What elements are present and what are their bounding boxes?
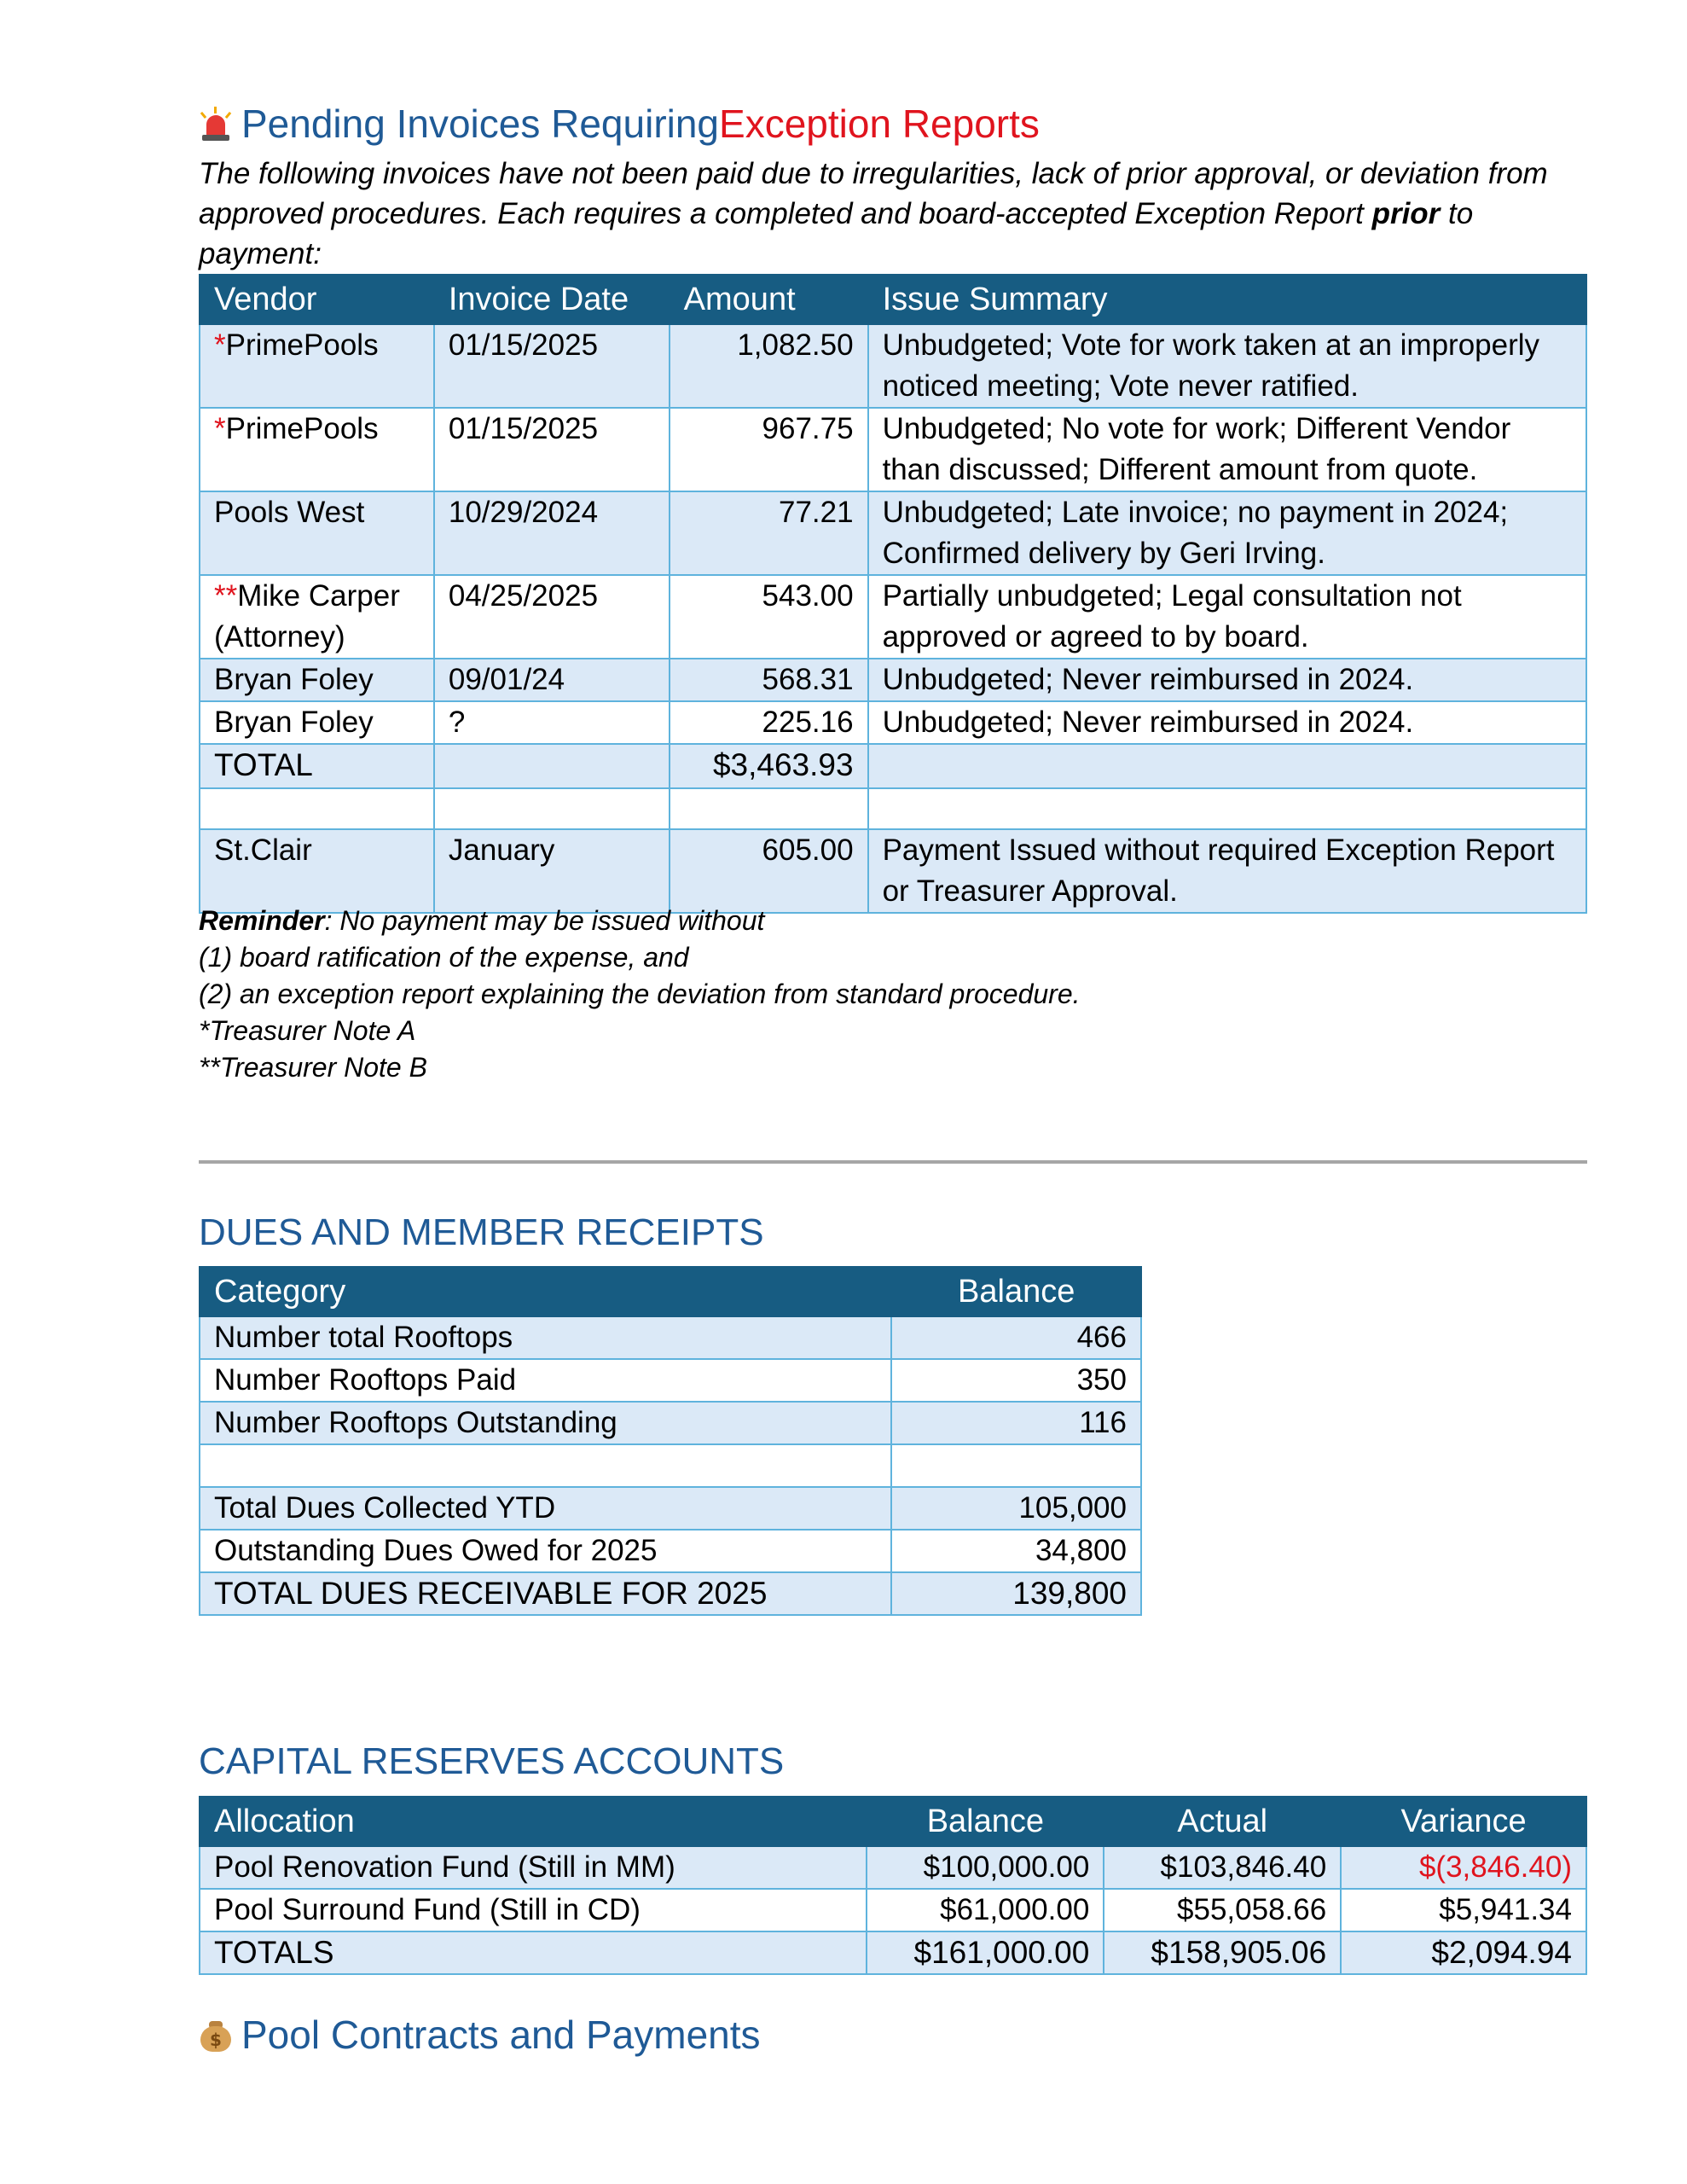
balance-cell bbox=[891, 1444, 1141, 1487]
balance-cell: $100,000.00 bbox=[867, 1846, 1104, 1889]
col-header: Variance bbox=[1341, 1797, 1586, 1846]
issue-cell: Unbudgeted; Never reimbursed in 2024. bbox=[868, 659, 1586, 701]
vendor-cell: **Mike Carper (Attorney) bbox=[200, 575, 434, 659]
dues-heading: DUES AND MEMBER RECEIPTS bbox=[199, 1211, 764, 1253]
heading-text: Pending Invoices Requiring bbox=[241, 102, 720, 146]
table-row bbox=[200, 1530, 1141, 1572]
total-row bbox=[200, 1572, 1141, 1615]
pool-contracts-heading bbox=[199, 2012, 761, 2058]
actual-cell: $158,905.06 bbox=[1104, 1931, 1341, 1974]
col-header: Balance bbox=[867, 1797, 1104, 1846]
amount-cell: 568.31 bbox=[670, 659, 868, 701]
amount-cell: 77.21 bbox=[670, 491, 868, 575]
table-row bbox=[200, 1444, 1141, 1487]
blank-row bbox=[200, 788, 1586, 829]
total-label: TOTAL bbox=[200, 744, 434, 788]
allocation-cell: Pool Renovation Fund (Still in MM) bbox=[200, 1846, 867, 1889]
table-row bbox=[200, 659, 1586, 701]
table-row bbox=[200, 408, 1586, 491]
dues-table bbox=[199, 1266, 1142, 1616]
table-row bbox=[200, 829, 1586, 913]
actual-cell: $103,846.40 bbox=[1104, 1846, 1341, 1889]
section-divider bbox=[199, 1160, 1587, 1164]
category-cell: Number Rooftops Outstanding bbox=[200, 1402, 891, 1444]
date-cell: ? bbox=[434, 701, 670, 744]
variance-cell: $(3,846.40) bbox=[1341, 1846, 1586, 1889]
issue-cell: Partially unbudgeted; Legal consultation not approved or agreed to by board. bbox=[868, 575, 1586, 659]
amount-cell: 605.00 bbox=[670, 829, 868, 913]
issue-cell: Unbudgeted; Late invoice; no payment in 2024; Confirmed delivery by Geri Irving. bbox=[868, 491, 1586, 575]
intro-text: The following invoices have not been paid due to irregularities, lack of prior approval, or deviation from approved procedures. Each requires a completed and board-accepted Exception Report bbox=[199, 157, 1548, 230]
category-cell: Number total Rooftops bbox=[200, 1316, 891, 1359]
col-header: Allocation bbox=[200, 1797, 867, 1846]
amount-cell: 225.16 bbox=[670, 701, 868, 744]
issue-cell: Payment Issued without required Exception Report or Treasurer Approval. bbox=[868, 829, 1586, 913]
table-row bbox=[200, 1359, 1141, 1402]
col-header: Vendor bbox=[200, 275, 434, 324]
note-line: (1) board ratification of the expense, and bbox=[199, 942, 689, 973]
col-header: Invoice Date bbox=[434, 275, 670, 324]
vendor-cell: Bryan Foley bbox=[200, 701, 434, 744]
empty-cell bbox=[868, 744, 1586, 788]
amount-cell: 1,082.50 bbox=[670, 324, 868, 408]
balance-cell: $61,000.00 bbox=[867, 1889, 1104, 1931]
table-row bbox=[200, 1316, 1141, 1359]
allocation-cell: TOTALS bbox=[200, 1931, 867, 1974]
total-row bbox=[200, 1931, 1586, 1974]
table-header-row bbox=[200, 1267, 1141, 1316]
table-header-row bbox=[200, 1797, 1586, 1846]
note-line: (2) an exception report explaining the deviation from standard procedure. bbox=[199, 979, 1081, 1009]
vendor-cell: Bryan Foley bbox=[200, 659, 434, 701]
treasurer-note-a: *Treasurer Note A bbox=[199, 1015, 416, 1046]
vendor-cell: *PrimePools bbox=[200, 408, 434, 491]
balance-cell: 139,800 bbox=[891, 1572, 1141, 1615]
treasurer-note-b: **Treasurer Note B bbox=[199, 1052, 427, 1083]
table-row bbox=[200, 1889, 1586, 1931]
col-header: Category bbox=[200, 1267, 891, 1316]
issue-cell: Unbudgeted; Never reimbursed in 2024. bbox=[868, 701, 1586, 744]
reminder-notes bbox=[199, 903, 1081, 1086]
balance-cell: 350 bbox=[891, 1359, 1141, 1402]
table-row bbox=[200, 324, 1586, 408]
variance-cell: $5,941.34 bbox=[1341, 1889, 1586, 1931]
table-row bbox=[200, 701, 1586, 744]
col-header: Issue Summary bbox=[868, 275, 1586, 324]
date-cell: 04/25/2025 bbox=[434, 575, 670, 659]
heading-text: Pool Contracts and Payments bbox=[241, 2013, 761, 2057]
intro-tail: to payment: bbox=[199, 197, 1474, 270]
amount-cell: 967.75 bbox=[670, 408, 868, 491]
pending-invoices-heading bbox=[199, 101, 1040, 147]
category-cell: Total Dues Collected YTD bbox=[200, 1487, 891, 1530]
table-row bbox=[200, 575, 1586, 659]
balance-cell: 34,800 bbox=[891, 1530, 1141, 1572]
date-cell: 01/15/2025 bbox=[434, 324, 670, 408]
capital-heading: CAPITAL RESERVES ACCOUNTS bbox=[199, 1740, 785, 1782]
vendor-cell: Pools West bbox=[200, 491, 434, 575]
allocation-cell: Pool Surround Fund (Still in CD) bbox=[200, 1889, 867, 1931]
table-row bbox=[200, 1402, 1141, 1444]
pending-invoices-table bbox=[199, 274, 1587, 914]
category-cell bbox=[200, 1444, 891, 1487]
issue-cell: Unbudgeted; No vote for work; Different Vendor than discussed; Different amount from quote. bbox=[868, 408, 1586, 491]
date-cell: 10/29/2024 bbox=[434, 491, 670, 575]
date-cell: 09/01/24 bbox=[434, 659, 670, 701]
table-row bbox=[200, 491, 1586, 575]
category-cell: Number Rooftops Paid bbox=[200, 1359, 891, 1402]
table-header-row bbox=[200, 275, 1586, 324]
date-cell: 01/15/2025 bbox=[434, 408, 670, 491]
money-bag-icon: $ bbox=[199, 2018, 233, 2052]
issue-cell: Unbudgeted; Vote for work taken at an improperly noticed meeting; Vote never ratified. bbox=[868, 324, 1586, 408]
intro-bold: prior bbox=[1371, 197, 1441, 230]
col-header: Amount bbox=[670, 275, 868, 324]
siren-icon bbox=[199, 107, 233, 141]
balance-cell: 116 bbox=[891, 1402, 1141, 1444]
actual-cell: $55,058.66 bbox=[1104, 1889, 1341, 1931]
amount-cell: 543.00 bbox=[670, 575, 868, 659]
col-header: Actual bbox=[1104, 1797, 1341, 1846]
total-row bbox=[200, 744, 1586, 788]
reminder-line: Reminder: No payment may be issued without bbox=[199, 905, 765, 936]
vendor-cell: *PrimePools bbox=[200, 324, 434, 408]
total-amount: $3,463.93 bbox=[670, 744, 868, 788]
category-cell: TOTAL DUES RECEIVABLE FOR 2025 bbox=[200, 1572, 891, 1615]
vendor-cell: St.Clair bbox=[200, 829, 434, 913]
capital-reserves-table bbox=[199, 1796, 1587, 1975]
table-row bbox=[200, 1846, 1586, 1889]
balance-cell: $161,000.00 bbox=[867, 1931, 1104, 1974]
pending-intro bbox=[199, 154, 1587, 274]
balance-cell: 105,000 bbox=[891, 1487, 1141, 1530]
heading-highlight: Exception Reports bbox=[719, 102, 1040, 146]
empty-cell bbox=[434, 744, 670, 788]
col-header: Balance bbox=[891, 1267, 1141, 1316]
variance-cell: $2,094.94 bbox=[1341, 1931, 1586, 1974]
category-cell: Outstanding Dues Owed for 2025 bbox=[200, 1530, 891, 1572]
date-cell: January bbox=[434, 829, 670, 913]
balance-cell: 466 bbox=[891, 1316, 1141, 1359]
table-row bbox=[200, 1487, 1141, 1530]
